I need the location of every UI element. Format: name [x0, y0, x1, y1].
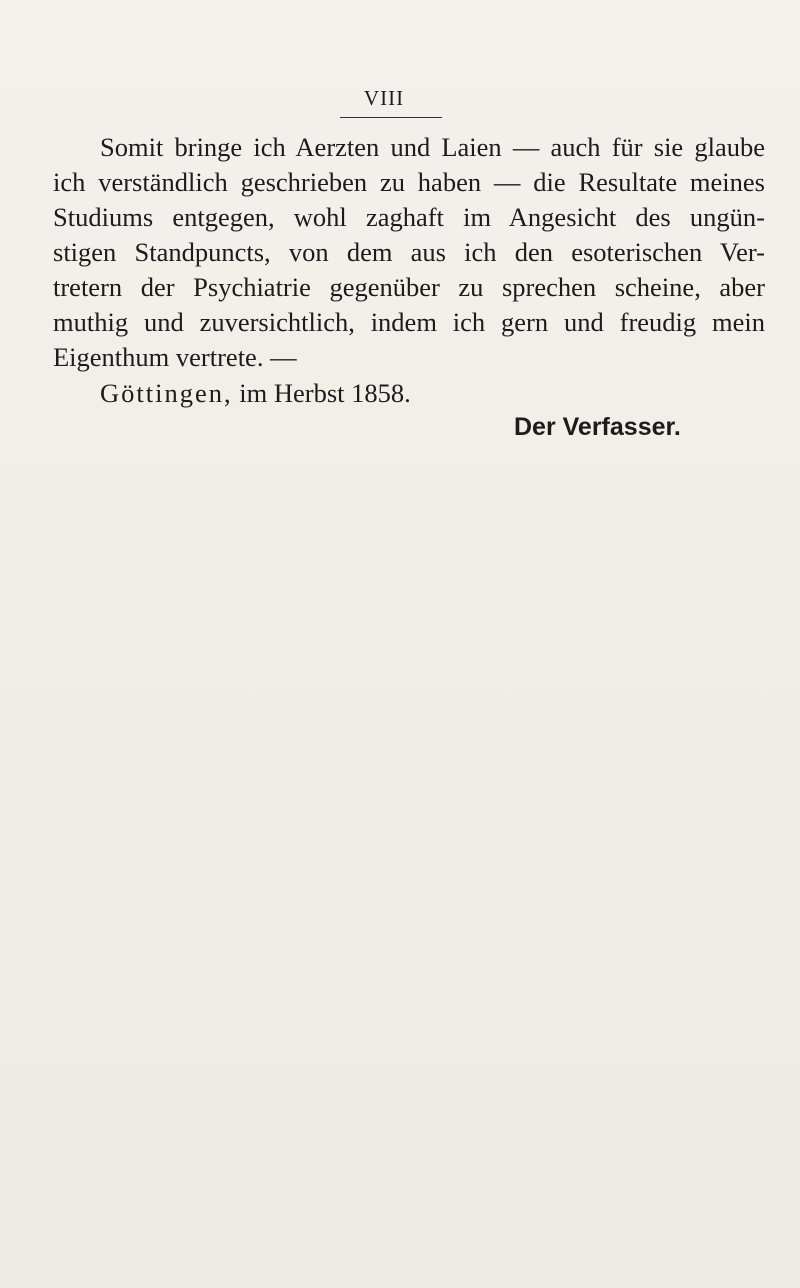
- text-line: ich verständlich geschrieben zu haben — die Resultate meines: [53, 167, 765, 197]
- text-line: muthig und zuversichtlich, indem ich gern und freudig mein: [53, 307, 765, 337]
- date: im Herbst 1858.: [239, 378, 411, 408]
- page-number: VIII: [363, 86, 405, 110]
- author-signature: Der Verfasser.: [514, 413, 681, 441]
- place: Göttingen,: [100, 378, 233, 408]
- text-line: tretern der Psychiatrie gegenüber zu sprechen scheine, aber: [53, 272, 765, 302]
- place-date-line: [100, 376, 411, 411]
- preface-paragraph: [53, 130, 765, 375]
- text-line: Eigenthum vertrete. —: [53, 342, 297, 372]
- text-line: stigen Standpuncts, von dem aus ich den esoterischen Ver-: [53, 237, 765, 267]
- text-line: Studiums entgegen, wohl zaghaft im Angesicht des ungün-: [53, 202, 765, 232]
- header-rule: [340, 117, 442, 118]
- text-line: Somit bringe ich Aerzten und Laien — auch für sie glaube: [100, 132, 765, 162]
